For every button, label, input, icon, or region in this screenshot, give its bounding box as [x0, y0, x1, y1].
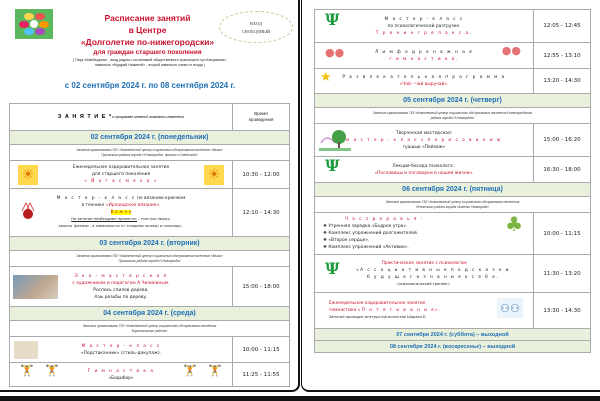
address-line-2: павильон «Мудрый Ниженой» - второй павильон слева от входа )	[95, 63, 205, 67]
activity-title: Г и м н а с т и к а	[87, 368, 155, 374]
note-text: - толстую пряжу,	[136, 217, 171, 221]
organizer-line: района города Н.Новгорода»	[430, 115, 475, 120]
gymnast-icon: 🏋	[20, 364, 34, 377]
note-heading: На занятие необходимо принести:	[71, 217, 137, 221]
activity-time: 13:20 - 14:30	[534, 69, 591, 94]
activity-health-hour	[315, 213, 534, 255]
activity-subtitle: «П о т я г и в а н и я».	[357, 308, 442, 313]
table-row	[315, 213, 591, 255]
psychology-psi-icon: Ψ	[325, 10, 340, 29]
activity-text: Азы резьбы по дереву.	[94, 294, 148, 300]
list-item	[323, 244, 533, 251]
organizer-wednesday	[10, 321, 290, 337]
organizer-line: Занятия организованы ГБУ «Комплексный центр социального обслуживания населения Нижегородского	[372, 110, 533, 115]
page-right	[301, 0, 600, 392]
sun-icon: ☀	[204, 165, 224, 185]
day-header-tuesday: 03 сентября 2024 г. (вторник)	[10, 237, 290, 251]
activity-title: М а с т е р - к л а с с	[56, 196, 136, 201]
activity-title: Ч а с з д о р о в ь я :	[345, 217, 424, 222]
table-row	[10, 363, 290, 387]
free-entry-badge	[219, 11, 293, 43]
activity-psychology-training	[315, 255, 534, 293]
table-row	[315, 69, 591, 94]
bullet-icon: ❖	[323, 224, 327, 229]
activity-text: б у д у щ е г о з н а н и я о с е б е.	[367, 274, 499, 280]
activity-time: 10:00 - 11:15	[233, 337, 290, 363]
organizer-line: Воротынского района»	[131, 328, 168, 333]
day-header-monday: 02 сентября 2024 г. (понедельник)	[10, 131, 290, 145]
activity-tea-program	[315, 69, 534, 94]
activity-time: 12:55 - 13:10	[534, 43, 591, 69]
longevity-logo-icon	[15, 9, 53, 39]
title-line-1: Расписание занятий	[104, 13, 191, 23]
activity-text: для старшего поколения	[91, 172, 151, 177]
activity-painting	[315, 124, 534, 157]
table-header-row	[10, 104, 290, 131]
list-item-text: Комплекс упражнений «Активио».	[328, 245, 409, 250]
organizer-thursday	[315, 108, 591, 124]
exercising-people-icon: ●●	[501, 44, 521, 57]
activity-relax-training	[315, 10, 534, 43]
activity-header-label: З А Н Я Т И Е *	[57, 114, 113, 120]
activity-text: по психологической разгрузке.	[387, 23, 461, 29]
entry-line-1: ВХОД	[249, 21, 262, 26]
psychology-psi-icon: Ψ	[325, 156, 340, 175]
activity-title: М а с т е р - к л а с с	[81, 343, 161, 349]
bullet-icon: ❖	[323, 245, 327, 250]
activity-time: 11:30 - 13:20	[534, 255, 591, 293]
activity-title: Л и м ф о д р е н а ж н а я	[374, 49, 474, 55]
activity-subtitle: Т р е н и н г р е л а к с а.	[375, 30, 473, 36]
activity-subtitle: «Чай - чай выручай».	[399, 82, 449, 87]
table-row	[315, 157, 591, 183]
day-header-thursday: 05 сентября 2024 г. (четверг)	[315, 94, 591, 108]
stretching-people-icon: ⚇⚇	[497, 298, 523, 318]
address	[15, 58, 285, 68]
table-row	[10, 337, 290, 363]
gymnast-icon: 🏋	[183, 364, 197, 377]
star-mascot-icon: ★	[320, 70, 332, 85]
decoupage-image-icon	[14, 341, 38, 359]
activity-text	[10, 195, 232, 202]
table-row	[315, 124, 591, 157]
organizer-monday	[10, 145, 290, 161]
list-item	[323, 237, 533, 244]
activity-title: Р а з в л е к а т е л ь н а я п р о г р а м м а	[342, 75, 506, 80]
organizer-tuesday	[10, 251, 290, 267]
title-line-4: для граждан старшего поколения	[93, 49, 202, 56]
page-left	[0, 0, 300, 392]
yoga-tree-icon: ♣	[505, 212, 523, 236]
activity-time: 12:05 - 12:45	[534, 10, 591, 43]
day-header-wednesday: 04 сентября 2024 г. (среда)	[10, 307, 290, 321]
entry-line-2: СВОБОДНЫЙ	[241, 29, 271, 34]
activity-time: 12:10 - 14:30	[233, 189, 290, 237]
activity-time: 15:00 - 18:00	[233, 267, 290, 307]
activity-text: Лекция-беседа психолога :	[392, 163, 456, 169]
organizer-line: Приокского района города Н.Новгорода»	[118, 258, 181, 263]
activity-technique: «Ирландское вязание».	[105, 203, 161, 208]
day-off-sunday: 08 сентября 2024 г. (воскресенье) – выходной	[315, 341, 591, 353]
table-row	[315, 293, 591, 329]
activity-lymph-gymnastics	[315, 43, 534, 69]
schedule-table-right	[314, 9, 591, 353]
activity-time: 13:30 - 14:30	[534, 293, 591, 329]
schedule-table-left	[9, 103, 290, 387]
activity-subtitle: с художником и педагогом А.Чиликиным.	[72, 280, 170, 286]
table-row	[10, 189, 290, 237]
organizer-line: Занятия организованы ГБУ «Комплексный центр социального обслуживания населения	[82, 323, 217, 328]
activity-subtitle: по вязанию крючком	[135, 196, 186, 201]
table-row	[315, 43, 591, 69]
activity-eco-workshop	[10, 267, 233, 307]
important-label-line	[10, 209, 232, 216]
list-item-text: «Второе сердце».	[328, 238, 370, 243]
table-row	[10, 161, 290, 189]
activity-title: м а с т е р - к л а с с п о р и с о в а н и ю	[346, 137, 502, 143]
bottom-border	[0, 396, 600, 401]
sun-icon: ☀	[18, 165, 38, 185]
tree-landscape-icon	[319, 129, 351, 151]
activity-psychology-lecture	[315, 157, 534, 183]
activity-stretching	[315, 293, 534, 329]
activity-time: 10:00 - 11:15	[534, 213, 591, 255]
table-row	[10, 267, 290, 307]
activity-bodybar	[10, 363, 233, 387]
activity-title: «Пословицы и поговорки в нашей жизни».	[374, 170, 474, 176]
activity-time: 11:25 - 11:55	[233, 363, 290, 387]
changes-note: в программе занятий возможны изменения	[112, 115, 185, 119]
instructor-note: Занятие проводит инструктор-волонтер Шарако Е.	[329, 315, 427, 319]
time-header-line-1: Время	[254, 111, 268, 116]
activity-text: «Бодибар»	[108, 375, 134, 381]
activity-text: (психологический тренинг).	[397, 281, 451, 286]
title-line-2: в Центре	[128, 25, 167, 35]
activity-text: гимнастика	[329, 308, 358, 313]
time-column-header	[233, 104, 290, 131]
activity-time: 10:30 - 12:00	[233, 161, 290, 189]
activity-text: гуашью «Пейзаж»	[402, 144, 446, 150]
activity-title: Еженедельное оздоровительное занятие	[329, 301, 426, 306]
day-header-friday: 06 сентября 2024 г. (пятница)	[315, 183, 591, 197]
title-line-3: «Долголетие по-нижегородски»	[80, 37, 215, 47]
activity-title: Практическое занятие с психологом	[381, 260, 467, 266]
list-item-text: Комплекс упражнений долгожителей.	[328, 231, 419, 236]
activity-laughter-yoga	[10, 161, 233, 189]
activity-subtitle: г и м н а с т и к а.	[389, 56, 459, 62]
yarn-ball-icon	[18, 201, 38, 221]
gymnast-icon: 🏋	[45, 364, 59, 377]
list-item	[323, 230, 533, 237]
address-line-1: ( Парк «Швейцария» , вход рядом с остановкой общественного транспорта «ул.Батумская»,	[72, 58, 228, 62]
time-header-line-2: проведения	[248, 117, 274, 122]
organizer-line: Ленинского района города Нижнего Новгорода»	[416, 204, 489, 209]
organizer-line: Приокского района города Н.Новгорода», филиал «Советский»	[101, 152, 198, 157]
table-row	[315, 255, 591, 293]
activity-title: М а с т е р - к л а с с	[384, 16, 464, 22]
organizer-line: Занятия организованы ГБУ «Комплексный центр социального обслуживания населения «Мыза»	[76, 253, 223, 258]
activity-decoupage	[10, 337, 233, 363]
activity-text: Творческая мастерская:	[395, 130, 453, 136]
activity-text: Еженедельное оздоровительное занятие	[72, 165, 170, 170]
organizer-line: Занятия организованы ГБУ «Комплексный центр социального обслуживания населения «Мыза»	[76, 147, 223, 152]
gymnast-icon: 🏋	[208, 364, 222, 377]
activity-title: « Й о г а с м е х а »	[84, 179, 158, 184]
day-off-saturday: 07 сентября 2024 г. (суббота) – выходной	[315, 329, 591, 341]
psychology-psi-icon: Ψ	[325, 259, 340, 278]
activity-text: «Подстаканник» (стиль-декупаж).	[80, 350, 162, 356]
schedule-period: с 02 сентября 2024 г. по 08 сентября 2024 г.	[64, 81, 236, 90]
note-text: крючок (размер - в зависимости от толщины пряжи) и ножницы .	[58, 224, 184, 228]
organizer-line: Занятия организованы ГБУ «Комплексный центр социального обслуживания населения	[385, 199, 520, 204]
activity-column-header	[10, 104, 233, 131]
activity-text: в технике	[81, 203, 106, 208]
activity-note	[10, 216, 232, 223]
table-row	[315, 10, 591, 43]
list-item-text: Утренняя зарядка «Бодрое утро».	[328, 224, 408, 229]
organizer-friday	[315, 197, 591, 213]
bullet-icon: ❖	[323, 231, 327, 236]
activity-text: «А с с о ц и а т и в н ы е п о д с к а з к и	[356, 267, 510, 273]
important-label: В а ж н о	[110, 210, 132, 215]
activity-crochet	[10, 189, 233, 237]
activity-text	[10, 202, 232, 209]
activity-text: Роспись спилов дерева.	[93, 287, 149, 293]
exercising-people-icon: ●●	[325, 46, 345, 59]
workshop-photo-icon	[13, 275, 58, 299]
activity-time: 16:30 - 18:00	[534, 157, 591, 183]
activity-title: Э к о - м а с т е р с к а я	[74, 273, 168, 279]
bullet-icon: ❖	[323, 238, 327, 243]
activity-time: 15:00 - 16:20	[534, 124, 591, 157]
